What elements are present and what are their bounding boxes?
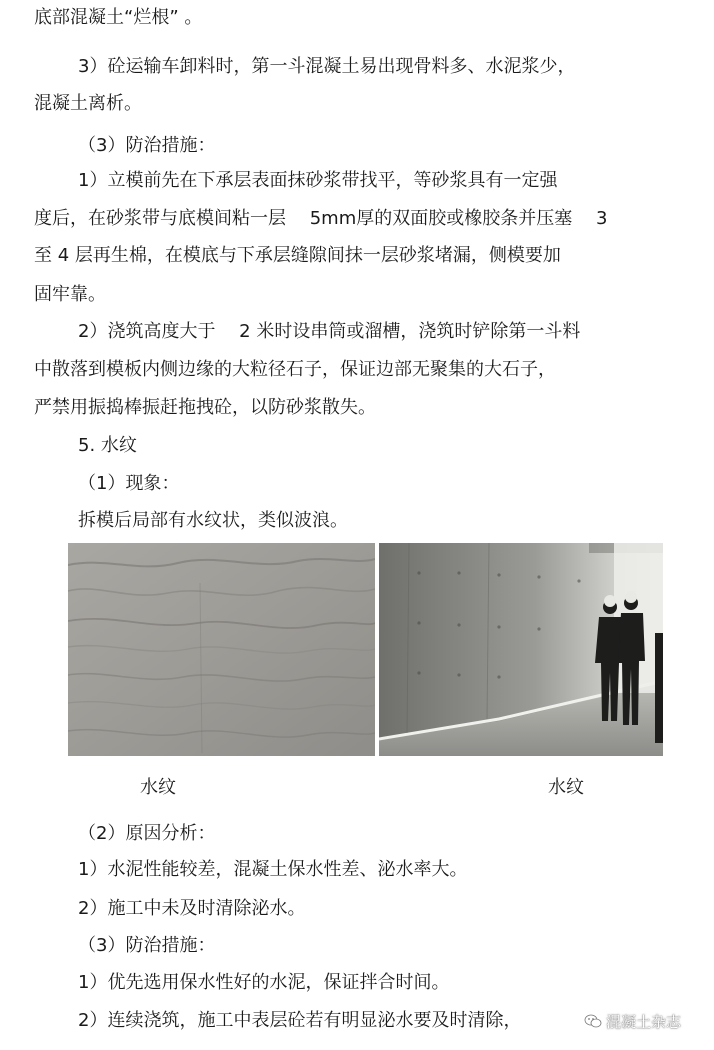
text-line: 1）立模前先在下承层表面抹砂浆带找平，等砂浆具有一定强 (78, 170, 558, 191)
text-line: 底部混凝土“烂根” 。 (34, 7, 203, 28)
photo-caption-left: 水纹 (140, 777, 176, 798)
watermark-text: 混凝土杂志 (606, 1012, 682, 1031)
text-line: 2）施工中未及时清除泌水。 (78, 898, 306, 919)
text-line: 2）连续浇筑，施工中表层砼若有明显泌水要及时清除， (78, 1010, 522, 1031)
text-line: 3）砼运输车卸料时，第一斗混凝土易出现骨料多、水泥浆少， (78, 56, 576, 77)
text-line: 严禁用振捣棒振赶拖拽砼，以防砂浆散失。 (34, 397, 376, 418)
water-ripple-concrete-photo (68, 543, 375, 756)
text-line: 拆模后局部有水纹状，类似波浪。 (78, 510, 348, 531)
text-line: 2）浇筑高度大于 2 米时设串筒或溜槽，浇筑时铲除第一斗料 (78, 321, 581, 342)
watermark (584, 1008, 681, 1034)
subheading: （2）原因分析： (78, 823, 216, 844)
text-line: 固牢靠。 (34, 284, 106, 305)
section-heading: 5. 水纹 (78, 435, 137, 456)
text-line: 至 4 层再生棉，在模底与下承层缝隙间抹一层砂浆堵漏，侧模要加 (34, 245, 561, 266)
photo-caption-right: 水纹 (548, 777, 584, 798)
subheading: （1）现象： (78, 473, 180, 494)
text-line: 1）水泥性能较差，混凝土保水性差、泌水率大。 (78, 859, 468, 880)
subheading: （3）防治措施： (78, 135, 216, 156)
text-line: 混凝土离析。 (34, 93, 142, 114)
subheading: （3）防治措施： (78, 935, 216, 956)
text-line: 度后，在砂浆带与底模间粘一层 5mm厚的双面胶或橡胶条并压塞 3 (34, 208, 608, 229)
text-line: 中散落到模板内侧边缘的大粒径石子，保证边部无聚集的大石子， (34, 359, 556, 380)
wechat-icon (584, 1012, 602, 1030)
tunnel-wall-inspection-photo (379, 543, 663, 756)
text-line: 1）优先选用保水性好的水泥，保证拌合时间。 (78, 972, 450, 993)
